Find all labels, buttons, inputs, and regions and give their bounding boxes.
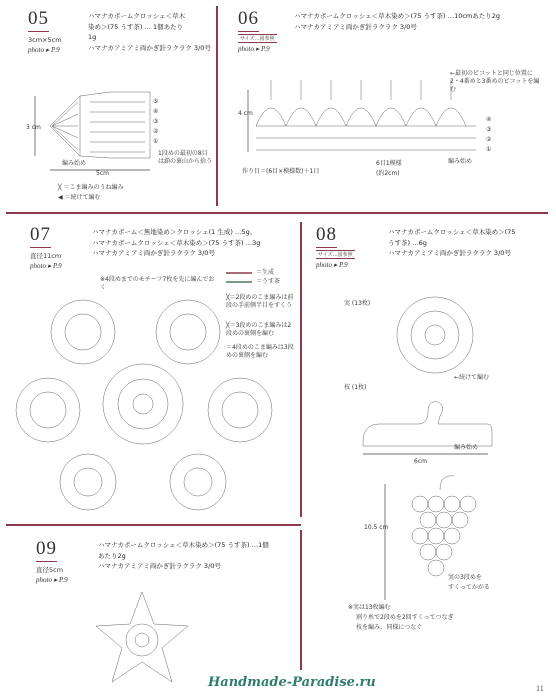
diagram-07 bbox=[8, 292, 278, 517]
material-line: ハマナカボームクロッシェ＜草木染め＞(75 うす茶) …10cmあたり2g bbox=[294, 12, 501, 20]
start-label: 編み始め bbox=[454, 444, 479, 451]
panel-07 bbox=[0, 214, 300, 524]
size-label: 直径11cm bbox=[30, 252, 62, 260]
dim-height: 4 cm bbox=[238, 110, 253, 117]
material-line: 染め＞(75 うす茶) … 1個あたり bbox=[88, 22, 184, 31]
size-label: 直径5cm bbox=[36, 566, 64, 574]
material-line: ハマナカボームクロッシェ＜草木 bbox=[88, 12, 186, 20]
materials bbox=[98, 540, 269, 572]
row-number: ⑤ bbox=[153, 98, 159, 105]
material-line: うす茶) …6g bbox=[388, 238, 427, 247]
row-number: ③ bbox=[153, 118, 159, 125]
panel-05 bbox=[0, 0, 216, 212]
pattern-number: 09 bbox=[36, 538, 57, 562]
dim-width: 5cm bbox=[96, 170, 109, 177]
diagram-09 bbox=[92, 588, 192, 688]
photo-ref: photo ▸ P.9 bbox=[28, 46, 60, 54]
row-number: ① bbox=[486, 146, 492, 153]
legend-brown: ＝うす茶 bbox=[256, 278, 281, 285]
material-line: ハマナカアミアミ両かぎ針ラクラク 3/0号 bbox=[92, 249, 215, 257]
assembly-note: ※実は13枚編む bbox=[348, 604, 391, 611]
assembly-note: 割り糸で2段めを2回すくってつなぎ bbox=[356, 614, 454, 621]
color-legend-swatches bbox=[224, 268, 254, 288]
materials bbox=[88, 11, 211, 53]
fruit-note: すくってかがる bbox=[448, 584, 490, 591]
row-number: ② bbox=[486, 136, 492, 143]
formula: 作り目＝(6目×模様数)＋1目 bbox=[242, 168, 320, 175]
legend-continue: ◀ ＝続けて編む bbox=[58, 194, 101, 201]
material-line: ハマナカボームクロッシェ＜草木染め＞(75 bbox=[388, 228, 516, 236]
material-line: ハマナカボームクロッシェ＜草木染め＞(75 うす茶) …1個 bbox=[98, 541, 269, 549]
material-line: ハマナカアミアミ両かぎ針ラクラク 3/0号 bbox=[294, 22, 417, 31]
material-line: ハマナカアミアミ両かぎ針ラクラク 3/0号 bbox=[98, 562, 221, 570]
material-line: ハマナカボームクロッシェ＜草木染め＞(75 うす茶) …3g bbox=[92, 238, 261, 247]
start-label: 編み始め bbox=[448, 158, 473, 165]
legend-row2: ╳＝2段めのこま編みは前段の手前側半目をすくう bbox=[226, 294, 294, 309]
pico-note: ←最初のピコットと同じ位置に2・4番めと3番めのピコットを編む bbox=[450, 70, 540, 93]
watermark: Handmade-Paradise.ru bbox=[208, 675, 376, 690]
row-number: ④ bbox=[153, 108, 159, 115]
panel-06 bbox=[218, 0, 556, 212]
dim-height: 3 cm bbox=[26, 124, 41, 131]
panel-09 bbox=[0, 526, 300, 699]
repeat-size: (約2cm) bbox=[376, 170, 400, 177]
row-number: ③ bbox=[486, 126, 492, 133]
size-label: サイズ…図参照 bbox=[240, 36, 275, 42]
assembly-note: 枝を編み、同様につなぐ bbox=[356, 624, 423, 631]
grape-dim-line bbox=[382, 482, 388, 602]
panel-08 bbox=[302, 214, 556, 674]
dim-height: 10.5 cm bbox=[364, 524, 389, 531]
legend-ecru: ＝生成 bbox=[256, 269, 275, 276]
material-line: ハマナカボーム＜無地染め＞クロッシェ(1 生成) …5g、 bbox=[92, 228, 257, 236]
fruit-note: 実の3段めを bbox=[448, 574, 482, 581]
legend-sc: ╳ ＝こま編みのうね編み bbox=[58, 184, 124, 191]
continue-label: ←続けて編む bbox=[454, 374, 490, 381]
size-label: 3cm×5cm bbox=[28, 36, 62, 44]
dim-width: 6cm bbox=[414, 458, 427, 465]
pattern-number: 08 bbox=[316, 224, 337, 248]
photo-ref: photo ▸ P.9 bbox=[30, 262, 62, 270]
start-label: 編み始め bbox=[62, 160, 87, 167]
pattern-number: 07 bbox=[30, 224, 51, 248]
fruit-diagram bbox=[392, 292, 478, 378]
pattern-number: 06 bbox=[238, 8, 259, 32]
materials bbox=[92, 227, 260, 259]
row-number: ④ bbox=[486, 116, 492, 123]
material-line: ハマナカアミアミ両かぎ針ラクラク 3/0号 bbox=[388, 249, 511, 257]
photo-ref: photo ▸ P.9 bbox=[36, 576, 68, 584]
pattern-number: 05 bbox=[28, 8, 49, 32]
size-label: サイズ…図参照 bbox=[318, 252, 353, 258]
stem-label: 枝 (1枚) bbox=[344, 384, 367, 391]
row-number: ① bbox=[153, 138, 159, 145]
note: 1段めの最初の8目は鎖の裏山から拾う bbox=[158, 150, 213, 165]
photo-ref: photo ▸ P.9 bbox=[316, 261, 348, 269]
material-line: ハマナカアミアミ両かぎ針ラクラク 3/0号 bbox=[88, 43, 211, 52]
legend-row3: ╳＝3段めのこま編みは2段めの裏側を編む bbox=[226, 322, 292, 337]
legend-row4: ＝4段めのこま編みは3段めの裏側を編む bbox=[226, 344, 294, 359]
fruit-label: 実 (13枚) bbox=[344, 300, 371, 307]
row-number: ② bbox=[153, 128, 159, 135]
materials bbox=[388, 227, 515, 259]
photo-ref: photo ▸ P.9 bbox=[238, 45, 270, 53]
material-line: 1g bbox=[88, 33, 97, 41]
materials bbox=[294, 11, 500, 32]
motif-note: ※4段めまでのモチーフ7枚を先に編んでおく bbox=[100, 276, 215, 291]
material-line: あたり2g bbox=[98, 551, 126, 560]
page-number: 11 bbox=[536, 684, 544, 693]
repeat-label: 6目1模様 bbox=[376, 160, 402, 167]
